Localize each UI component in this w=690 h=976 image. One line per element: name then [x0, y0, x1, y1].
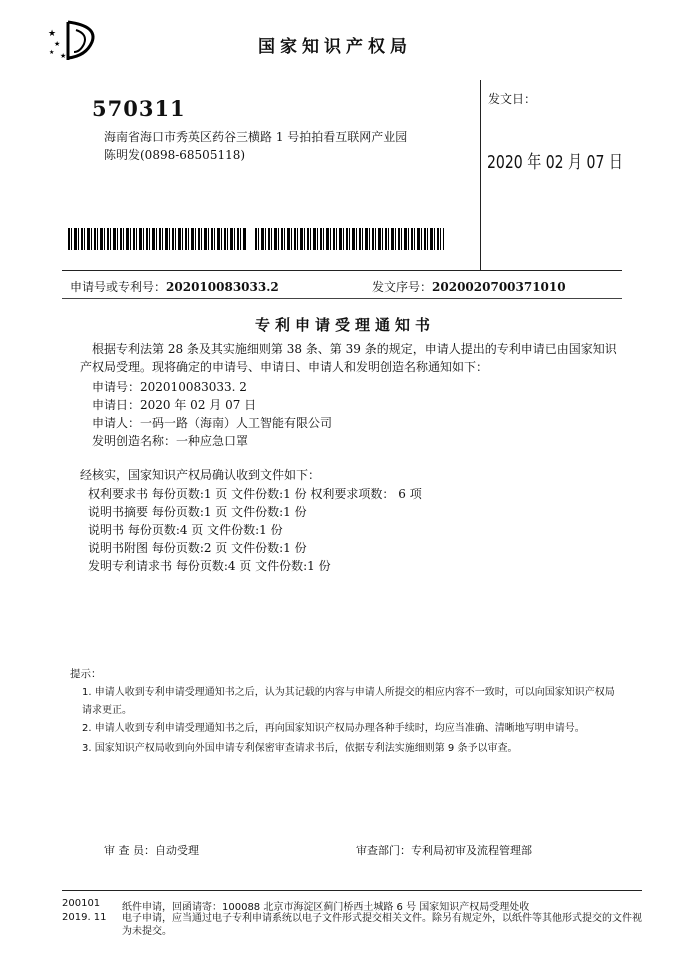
agency-name: 国家知识产权局: [258, 37, 412, 57]
tips-label: 提示：: [70, 668, 102, 680]
recipient-address: 海南省海口市秀英区药谷三横路 1 号拍拍看互联网产业园: [104, 130, 408, 144]
received-item: 权利要求书 每份页数:1 页 文件份数:1 份 权利要求项数： 6 项: [88, 487, 422, 501]
divider-middle: [62, 298, 622, 299]
received-item: 说明书摘要 每份页数:1 页 文件份数:1 份: [88, 505, 307, 519]
postal-code: 570311: [92, 96, 186, 121]
svg-text:★: ★: [54, 40, 61, 48]
received-item: 说明书 每份页数:4 页 文件份数:1 份: [88, 523, 283, 537]
divider-footer: [62, 890, 642, 891]
reviewer: 审 查 员：自动受理: [104, 844, 199, 857]
send-date-stamp: 2020 年 02 月 07 日: [487, 152, 623, 173]
field-label: 申请号：: [92, 380, 141, 394]
field-label: 发明创造名称：: [92, 434, 177, 448]
send-sequence-value: 2020020700371010: [432, 280, 566, 294]
body-paragraph: 根据专利法第 28 条及其实施细则第 38 条、第 39 条的规定，申请人提出的专利申请已由国家知识产权局受理。现将确定的申请号、申请日、申请人和发明创造名称通知如下：: [80, 342, 617, 374]
field-application-date: [92, 396, 256, 413]
review-department: 审查部门：专利局初审及流程管理部: [356, 844, 532, 857]
field-value: 2020 年 02 月 07 日: [140, 398, 257, 412]
footer-electronic-notice: 电子申请，应当通过电子专利申请系统以电子文件形式提交相关文件。除另有规定外，以纸件等其他形式提交的文件视为未提交。: [122, 913, 642, 937]
svg-text:★: ★: [48, 29, 57, 39]
tip-item: 2. 申请人收到专利申请受理通知书之后，再向国家知识产权局办理各种手续时，均应当准确、清晰地写明申请号。: [82, 723, 585, 734]
field-label: 申请人：: [92, 416, 141, 430]
document-title: 专利申请受理通知书: [254, 316, 435, 334]
application-number-value: 202010083033.2: [166, 280, 279, 294]
barcode-left: [68, 228, 246, 250]
barcode-right: [255, 228, 444, 250]
divider-vertical: [480, 80, 481, 270]
field-invention-name: [92, 432, 248, 449]
field-value: 一码一路（海南）人工智能有限公司: [140, 416, 333, 430]
field-value: 202010083033. 2: [140, 380, 247, 394]
form-version: 2019. 11: [62, 912, 107, 923]
field-applicant: [92, 414, 332, 431]
tip-item: 3. 国家知识产权局收到向外国申请专利保密审查请求书后，依据专利法实施细则第 9 条予以审查。: [82, 743, 518, 754]
recipient-contact: 陈明发(0898-68505118): [104, 148, 246, 162]
svg-text:★: ★: [49, 49, 55, 56]
field-value: 一种应急口罩: [176, 434, 249, 448]
application-number-row: [70, 278, 279, 295]
field-application-number: [92, 378, 247, 395]
tip-item: 1. 申请人收到专利申请受理通知书之后，认为其记载的内容与申请人所提交的相应内容不一致时，可以向国家知识产权局请求更正。: [82, 687, 615, 716]
received-item: 说明书附图 每份页数:2 页 文件份数:1 份: [88, 541, 307, 555]
send-sequence-row: [372, 278, 566, 295]
cnipa-logo-icon: [46, 18, 102, 62]
divider-top: [62, 270, 622, 271]
send-sequence-label: 发文序号：: [372, 280, 433, 294]
field-label: 申请日：: [92, 398, 141, 412]
check-intro: 经核实，国家知识产权局确认收到文件如下：: [80, 468, 321, 482]
send-date-label: 发文日：: [488, 92, 537, 106]
footer-paper-notice: 纸件申请，回函请寄：100088 北京市海淀区蓟门桥西土城路 6 号 国家知识产权局受理处收: [122, 902, 530, 913]
received-item: 发明专利请求书 每份页数:4 页 文件份数:1 份: [88, 559, 331, 573]
svg-text:★: ★: [60, 52, 67, 60]
application-number-label: 申请号或专利号：: [70, 280, 167, 294]
form-code: 200101: [62, 898, 101, 909]
